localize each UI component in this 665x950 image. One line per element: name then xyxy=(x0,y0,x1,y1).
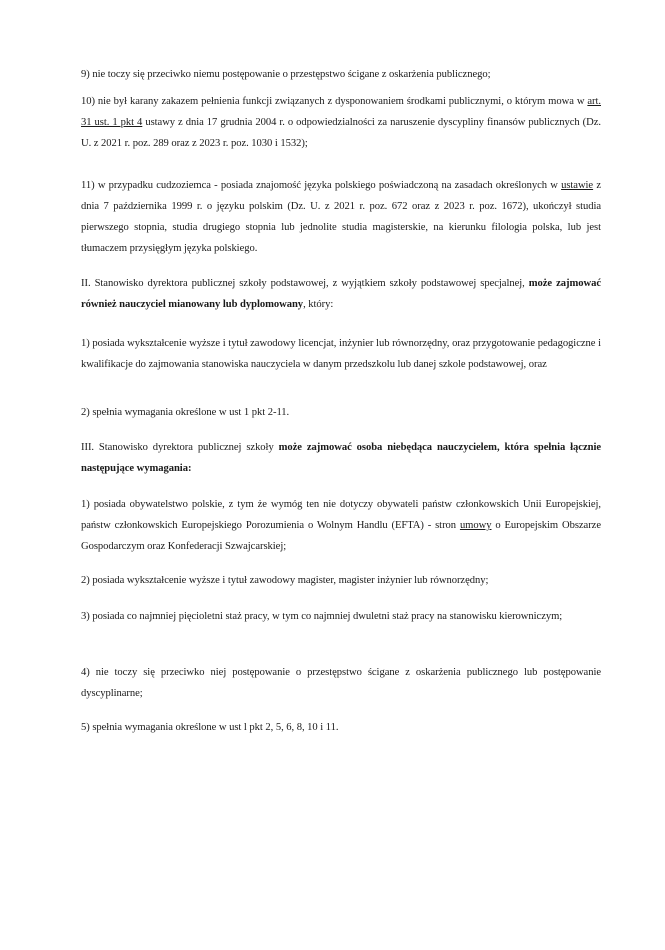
section-3-item-3 xyxy=(81,606,601,627)
section-3-item-2-text: 2) posiada wykształcenie wyższe i tytuł zawodowy magister, magister inżynier lub równorzędny; xyxy=(81,575,489,586)
item-11-text-b: z dnia 7 października 1999 r. o języku polskim (Dz. U. z 2021 r. poz. 672 oraz z 2023 r. poz. 1672), ukończył studia pierwszego stopnia, studia drugiego stopnia lub jednolite studia magisterskie, na kierunku filologia polska, lub jest tłumaczem przysięgłym języka polskiego. xyxy=(81,180,601,254)
section-3-item-5-text: 5) spełnia wymagania określone w ust l pkt 2, 5, 6, 8, 10 i 11. xyxy=(81,722,339,733)
section-3-item-3-text: 3) posiada co najmniej pięcioletni staż pracy, w tym co najmniej dwuletni staż pracy na stanowisku kierowniczym; xyxy=(81,611,563,622)
section-3-item-4 xyxy=(81,662,601,704)
section-2-bold: może zajmować również nauczyciel mianowany lub dyplomowany xyxy=(81,278,601,310)
item-11-text-a: 11) w przypadku cudzoziemca - posiada znajomość języka polskiego poświadczoną na zasadach określonych w xyxy=(81,180,562,191)
section-2-item-1 xyxy=(81,333,601,375)
section-3-item-1-text-b: o Europejskim Obszarze Gospodarczym oraz Konfederacji Szwajcarskiej; xyxy=(81,520,601,552)
section-2-text-b: , który: xyxy=(303,299,334,310)
section-3-item-5 xyxy=(81,717,601,738)
item-10 xyxy=(81,91,601,154)
section-2-heading xyxy=(81,273,601,315)
item-10-text-a: 10) nie był karany zakazem pełnienia funkcji związanych z dysponowaniem środkami publicznymi, o którym mowa w xyxy=(81,96,588,107)
item-10-text-b: ustawy z dnia 17 grudnia 2004 r. o odpowiedzialności za naruszenie dyscypliny finansów publicznych (Dz. U. z 2021 r. poz. 289 oraz z 2023 r. poz. 1030 i 1532); xyxy=(81,117,601,149)
item-11-link[interactable]: ustawie xyxy=(561,180,594,191)
section-2-item-1-text: 1) posiada wykształcenie wyższe i tytuł zawodowy licencjat, inżynier lub równorzędny, oraz przygotowanie pedagogiczne i kwalifikacje do zajmowania stanowiska nauczyciela w danym przedszkolu lub danej szkole podstawowej, oraz xyxy=(81,338,601,370)
section-3-heading xyxy=(81,437,601,479)
section-3-item-1-link[interactable]: umowy xyxy=(459,520,492,531)
section-3-item-1 xyxy=(81,494,601,557)
section-2-item-2 xyxy=(81,402,601,423)
section-3-item-2 xyxy=(81,570,601,591)
section-3-item-4-text: 4) nie toczy się przeciwko niej postępowanie o przestępstwo ścigane z oskarżenia publicznego lub postępowanie dyscyplinarne; xyxy=(81,667,601,699)
item-11 xyxy=(81,175,601,259)
item-10-link[interactable]: art. 31 ust. 1 pkt 4 xyxy=(81,96,601,128)
section-3-item-1-text-a: 1) posiada obywatelstwo polskie, z tym że wymóg ten nie dotyczy obywateli państw członkowskich Unii Europejskiej, państw członkowskich Europejskiego Porozumienia o Wolnym Handlu (EFTA) - stron xyxy=(81,499,601,531)
section-3-bold: może zajmować osoba niebędąca nauczycielem, która spełnia łącznie następujące wymagania: xyxy=(81,442,601,474)
item-9 xyxy=(81,64,601,85)
section-2-item-2-text: 2) spełnia wymagania określone w ust 1 pkt 2-11. xyxy=(81,407,290,418)
item-9-text: 9) nie toczy się przeciwko niemu postępowanie o przestępstwo ścigane z oskarżenia publicznego; xyxy=(81,69,491,80)
section-2-text-a: II. Stanowisko dyrektora publicznej szkoły podstawowej, z wyjątkiem szkoły podstawowej specjalnej, xyxy=(81,278,529,289)
section-3-text-a: III. Stanowisko dyrektora publicznej szkoły xyxy=(81,442,279,453)
